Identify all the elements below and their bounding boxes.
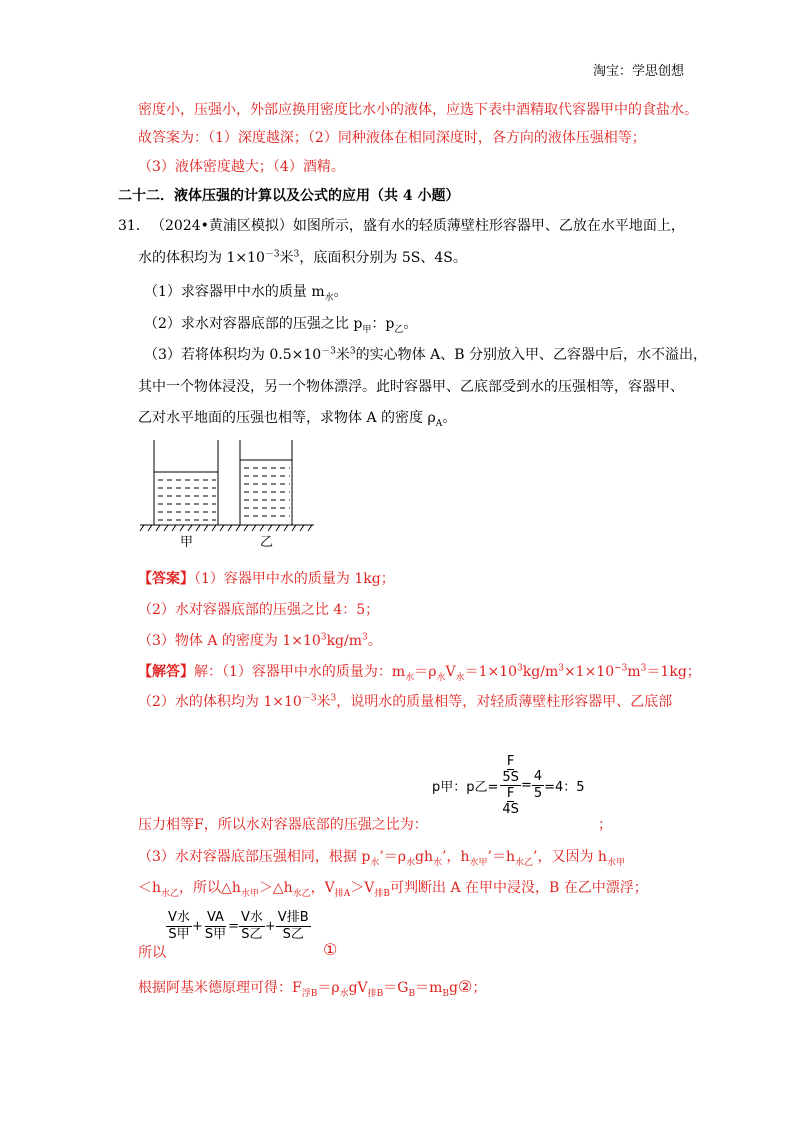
solution-semicolon: ； — [598, 817, 612, 833]
question-number: 31． — [118, 218, 150, 234]
solution-tag: 【解答】 — [138, 664, 194, 680]
ratio-compound-fraction: F 5S F 4S — [502, 754, 519, 817]
answer-line-1: 【答案】（1）容器甲中水的质量为 1kg； — [138, 571, 395, 587]
solution-line-2b: 压力相等F，所以水对容器底部的压强之比为： — [138, 817, 428, 833]
container-yi — [240, 440, 292, 525]
question-item-3-line-2: 其中一个物体浸没，另一个物体漂浮。此时容器甲、乙底部受到水的压强相等，容器甲、 — [138, 379, 684, 395]
solution-line-4: 根据阿基米德原理可得：$F_{浮B}=\rho_水gV_{排B}=G_B=m_Bg②$； — [138, 977, 487, 999]
solution-line-2: （2）水的体积均为 $1\times 10^{-3}$米$^3$，说明水的质量相等，对轻质薄壁柱形容器甲、乙底部 — [138, 693, 673, 710]
header-shop-text: 淘宝：学思创想 — [593, 64, 685, 79]
solution-so: 所以 — [138, 945, 166, 961]
prev-line-2: 故答案为：（1）深度越深；（2）同种液体在相同深度时，各方向的液体压强相等； — [138, 130, 646, 146]
section-title: 二十二．液体压强的计算以及公式的应用（共 4 小题） — [118, 188, 460, 204]
label-yi: 乙 — [260, 535, 274, 550]
containers-figure — [136, 430, 326, 550]
solution-line-1: 【解答】解：（1）容器甲中水的质量为：$m_水=\rho_水V_水=1\times 10^3kg/m^3\times 1\times 10^{-3}m^3=1kg$； — [138, 663, 701, 683]
label-jia: 甲 — [180, 535, 194, 550]
pressure-ratio-formula: p甲：p乙= F 5S F 4S = $\frac{4}{5}$ =4：5 — [432, 754, 585, 817]
solution-line-3: （3）水对容器底部压强相同，根据 $p_水’=\rho_水gh_水$’，$h_{水甲}’=h_{水乙}$’，又因为 $h_{水甲}$ — [138, 849, 625, 868]
equation-marker-1: ① — [323, 940, 338, 959]
equation-marker-2: ② — [457, 977, 473, 996]
question-item-1: （1）求容器甲中水的质量 $m_水$。 — [144, 284, 348, 303]
question-item-2: （2）求水对容器底部的压强之比 $p_甲$：$p_乙$。 — [144, 316, 418, 335]
answer-line-3: （3）物体 A 的密度为 $1\times 10^3kg/m^3$。 — [138, 632, 382, 649]
question-item-3: （3）若将体积均为 $0.5\times 10^{-3}$米$^3$的实心物体 A、B 分别放入甲、乙容器中后，水不溢出， — [144, 346, 707, 363]
question-line-2: 水的体积均为 $1\times 10^{-3}$米$^3$，底面积分别为 5S、4S。 — [138, 249, 467, 266]
solution-line-3b: $<h_{水乙}$，所以$\triangle h_{水甲}>\triangle h_{水乙}$，$V_{排A}>V_{排B}$可判断出 A 在甲中浸没，B 在乙中漂浮； — [138, 880, 648, 899]
question-item-3-line-3: 乙对水平地面的压强也相等，求物体 A 的密度 $\rho_A$。 — [138, 410, 457, 429]
container-jia — [154, 440, 218, 525]
prev-line-3: （3）液体密度越大；（4）酒精。 — [138, 159, 345, 175]
answer-tag: 【答案】 — [138, 571, 194, 587]
question-line-1: （2024•黄浦区模拟）如图所示，盛有水的轻质薄壁柱形容器甲、乙放在水平地面上， — [151, 218, 685, 234]
equation-1: $\frac{\text{V水}}{\text{S甲}}$ + $\frac{VA}{\text{S甲}}$ = $\frac{\text{V水}}{\text{S乙}}$ + $\frac{\text{V排B}}{\text{S乙}}$ — [168, 910, 309, 942]
ratio-fraction: $\frac{4}{5}$ — [533, 769, 543, 801]
ground-line — [140, 525, 314, 531]
prev-line-1: 密度小，压强小，外部应换用密度比水小的液体，应选下表中酒精取代容器甲中的食盐水。 — [138, 102, 698, 118]
answer-line-2: （2）水对容器底部的压强之比 4：5； — [138, 602, 380, 618]
